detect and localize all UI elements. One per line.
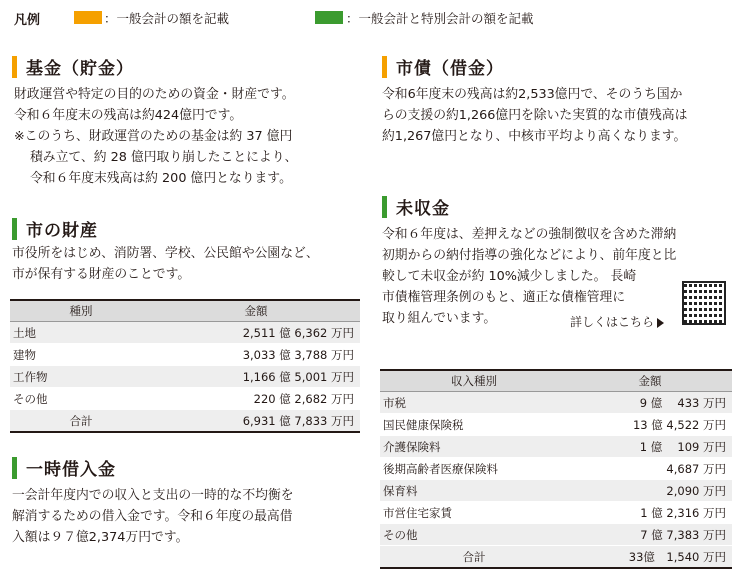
mishuu-table <box>380 369 732 569</box>
zaisan-heading <box>12 216 98 241</box>
table-cell-value: 13 億 4,522 万円 <box>568 414 732 436</box>
table-cell-value: 3,033 億 3,788 万円 <box>152 344 360 366</box>
green-bar-marker <box>382 196 387 218</box>
shisai-line: 令和6年度末の残高は約2,533億円で、そのうち国か <box>382 87 683 102</box>
table-header: 金額 <box>152 300 360 322</box>
table-row <box>380 392 732 414</box>
mishuu-line: 市債権管理条例のもと、適正な債権管理に <box>382 290 626 305</box>
table-header: 種別 <box>10 300 152 322</box>
table-header: 金額 <box>568 370 732 392</box>
zaisan-body <box>12 243 367 285</box>
table-cell-value: 9 億 433 万円 <box>568 392 732 414</box>
table-cell-label: 介護保険料 <box>380 436 568 458</box>
ichiji-title: 一時借入金 <box>26 460 116 480</box>
table-total-row <box>10 410 360 433</box>
legend-green-swatch <box>315 11 343 24</box>
kikin-note-line: 積み立て、約 28 億円取り崩したことにより、 <box>30 150 298 165</box>
table-total-label: 合計 <box>380 546 568 569</box>
kikin-subtitle: （貯金） <box>62 59 134 79</box>
orange-bar-marker <box>382 56 387 78</box>
table-row <box>380 480 732 502</box>
green-bar-marker <box>12 457 17 479</box>
table-cell-label: 市営住宅家賃 <box>380 502 568 524</box>
orange-bar-marker <box>12 56 17 78</box>
kikin-line: 財政運営や特定の目的のための資金・財産です。 <box>14 87 295 102</box>
table-cell-label: その他 <box>10 388 152 410</box>
table-cell-label: 保育料 <box>380 480 568 502</box>
table-total-value: 6,931 億 7,833 万円 <box>152 410 360 433</box>
mishuu-line: 令和６年度は、差押えなどの強制徴収を含めた滞納 <box>382 227 677 242</box>
arrow-right-icon <box>657 318 664 328</box>
table-row <box>10 388 360 410</box>
legend-green-text: ：一般会計と特別会計の額を記載 <box>346 11 534 26</box>
table-row <box>380 502 732 524</box>
table-total-row <box>380 546 732 569</box>
shisai-heading <box>382 54 504 79</box>
shisai-line: らの支援の約1,266億円を除いた実質的な市債残高は <box>382 108 688 123</box>
table-cell-value: 2,511 億 6,362 万円 <box>152 322 360 344</box>
kikin-line: 令和６年度末の残高は約424億円です。 <box>14 108 243 123</box>
table-cell-label: 国民健康保険税 <box>380 414 568 436</box>
ichiji-body <box>12 485 367 548</box>
zaisan-table <box>10 299 360 433</box>
more-link[interactable] <box>570 313 664 330</box>
ichiji-heading <box>12 455 116 480</box>
green-bar-marker <box>12 218 17 240</box>
table-cell-value: 220 億 2,682 万円 <box>152 388 360 410</box>
zaisan-line: 市が保有する財産のことです。 <box>12 267 191 282</box>
mishuu-line: 初期からの納付指導の強化などにより、前年度と比 <box>382 248 677 263</box>
legend-title: 凡例 <box>14 13 41 28</box>
table-cell-label: 後期高齢者医療保険料 <box>380 458 568 480</box>
table-cell-value: 1 億 2,316 万円 <box>568 502 732 524</box>
table-cell-label: 市税 <box>380 392 568 414</box>
ichiji-line: 入額は９７億2,374万円です。 <box>12 530 189 545</box>
shisai-subtitle: （借金） <box>432 59 504 79</box>
shisai-title: 市債 <box>396 59 432 79</box>
table-cell-label: その他 <box>380 524 568 546</box>
legend-orange-text: ：一般会計の額を記載 <box>104 11 230 26</box>
table-cell-value: 2,090 万円 <box>568 480 732 502</box>
mishuu-title: 未収金 <box>396 199 450 219</box>
table-cell-value: 1,166 億 5,001 万円 <box>152 366 360 388</box>
table-row <box>380 458 732 480</box>
kikin-heading <box>12 54 134 79</box>
table-row <box>380 414 732 436</box>
shisai-body <box>382 84 734 147</box>
qr-code-icon[interactable] <box>682 281 726 325</box>
table-total-label: 合計 <box>10 410 152 433</box>
ichiji-line: 一会計年度内での収入と支出の一時的な不均衡を <box>12 488 294 503</box>
table-row <box>380 524 732 546</box>
table-row <box>380 436 732 458</box>
mishuu-heading <box>382 194 450 219</box>
kikin-body <box>14 84 364 189</box>
table-cell-label: 工作物 <box>10 366 152 388</box>
table-cell-value: 7 億 7,383 万円 <box>568 524 732 546</box>
zaisan-line: 市役所をはじめ、消防署、学校、公民館や公園など、 <box>12 246 319 261</box>
legend-orange-swatch <box>74 11 102 24</box>
table-cell-label: 建物 <box>10 344 152 366</box>
table-row <box>10 344 360 366</box>
ichiji-line: 解消するための借入金です。令和６年度の最高借 <box>12 509 293 524</box>
table-row <box>10 366 360 388</box>
mishuu-line: 取り組んでいます。 <box>382 311 497 326</box>
kikin-title: 基金 <box>26 59 62 79</box>
kikin-note-line: 令和６年度末残高は約 200 億円となります。 <box>30 171 292 186</box>
table-row <box>10 322 360 344</box>
table-cell-value: 4,687 万円 <box>568 458 732 480</box>
kikin-note-line: ※このうち、財政運営のための基金は約 37 億円 <box>14 129 293 144</box>
zaisan-title: 市の財産 <box>26 221 98 241</box>
more-link-label[interactable]: 詳しくはこちら <box>570 315 655 329</box>
mishuu-line: 較して未収金が約 10%減少しました。 長崎 <box>382 269 637 284</box>
shisai-line: 約1,267億円となり、中核市平均より高くなります。 <box>382 129 687 144</box>
table-cell-value: 1 億 109 万円 <box>568 436 732 458</box>
table-total-value: 33億 1,540 万円 <box>568 546 732 569</box>
table-cell-label: 土地 <box>10 322 152 344</box>
table-header: 収入種別 <box>380 370 568 392</box>
